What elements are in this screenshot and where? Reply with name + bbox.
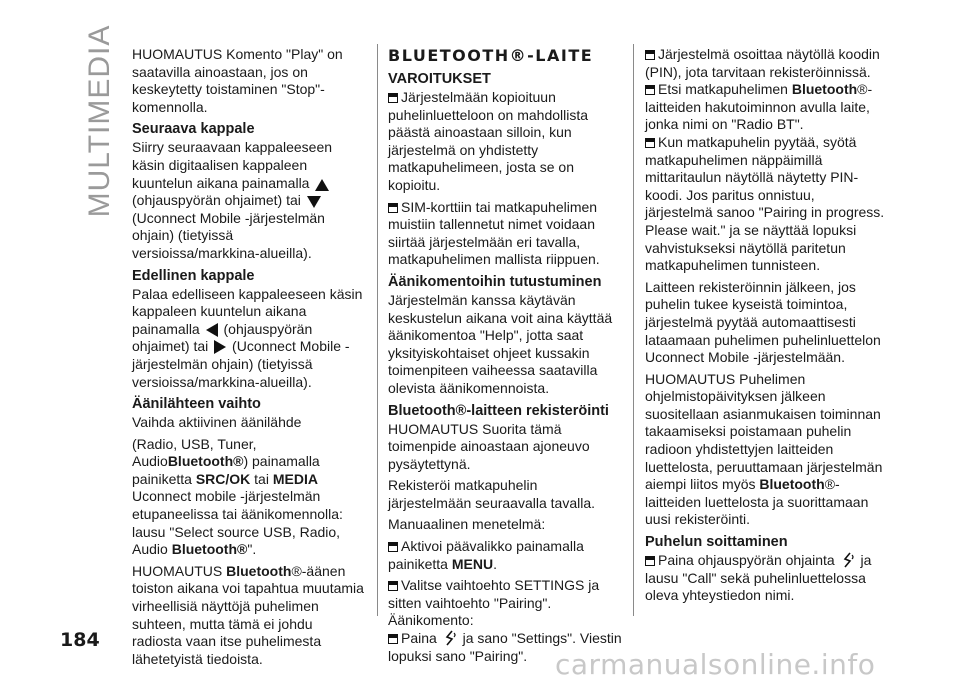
watermark: carmanualsonline.info [555, 648, 876, 681]
arrow-right-icon [214, 340, 226, 354]
step-item: Etsi matkapuhelimen Bluetooth®-laitteiden hakutoiminnon avulla laite, jonka nimi on "Radio BT". [645, 81, 873, 133]
checkbox-bullet-icon [388, 634, 398, 644]
next-track-text: Siirry seuraavaan kappaleeseen käsin digitaalisen kappaleen kuuntelun aikana painamalla (ohjauspyörän ohjaimet) tai (Uconnect Mobile -järjestelmän ohjain) (tietyissä versioissa/markkina-alueilla). [132, 139, 333, 261]
voice-commands-text: Järjestelmän kanssa käytävän keskustelun aikana voit aina käyttää äänikomentoa "Help", jotta saat yksityiskohtaiset ohjeet kussakin toimenpiteen vaiheessa saatavilla olevista äänikomennoista. [388, 291, 613, 396]
source-change-text: (Radio, USB, Tuner, AudioBluetooth®) painamalla painiketta SRC/OK tai MEDIA Uconnect mobile -järjestelmän etupaneelissa tai äänikomennolla: lausu "Select source USB, Radio, Audio Bluetooth®". [132, 435, 343, 558]
section-tab-label: MULTIMEDIA [83, 24, 116, 218]
phonebook-text: Laitteen rekisteröinnin jälkeen, jos puhelin tukee kyseistä toimintoa, järjestelmä pyytää automaattisesti lataamaan puhelimen puhelinluettelon Uconnect Mobile -järjestelmään. [645, 278, 881, 366]
step-item: Valitse vaihtoehto SETTINGS ja sitten vaihtoehto "Pairing". [388, 577, 600, 611]
heading-warnings: VAROITUKSET [388, 71, 491, 87]
arrow-left-icon [206, 323, 218, 337]
registration-intro: Rekisteröi matkapuhelin järjestelmään seuraavalla tavalla. [388, 477, 595, 511]
column-2 [388, 46, 624, 669]
checkbox-bullet-icon [645, 556, 655, 566]
step-item: Paina ja sano "Settings". Viestin lopuksi sano "Pairing". [388, 630, 622, 664]
heading-source-change: Äänilähteen vaihto [132, 396, 261, 413]
heading-voice-commands: Äänikomentoihin tutustuminen [388, 273, 602, 290]
voice-command-icon [443, 630, 457, 646]
voice-method-label: Äänikomento: [388, 612, 474, 629]
section-tab [78, 24, 122, 218]
note-bluetooth-audio: HUOMAUTUS Bluetooth®-äänen toiston aikana voi tapahtua muutamia virheellisiä näyttöjä puhelimen suhteen, mutta tämä ei johdu radiosta vaan itse puhelimesta lähetetyistä tiedoista. [132, 562, 364, 667]
arrow-up-icon [315, 179, 329, 191]
column-divider [633, 44, 634, 616]
column-3 [645, 46, 885, 609]
step-item: Järjestelmä osoittaa näytöllä koodin (PIN), jota tarvitaan rekisteröinnissä. [645, 46, 880, 80]
column-divider [377, 44, 378, 616]
checkbox-bullet-icon [388, 581, 398, 591]
step-item: Kun matkapuhelin pyytää, syötä matkapuhelimen näppäimillä mittaritaulun näytöllä näytetty PIN-koodi. Jos paritus onnistuu, järjestelmä sanoo "Pairing in progress. Please wait." ja se näyttää lopuksi vahvistukseksi näytöllä paritetun matkapuhelimen tunnisteen. [645, 133, 885, 274]
heading-registration: Bluetooth®-laitteen rekisteröinti [388, 402, 609, 419]
warning-item: SIM-korttiin tai matkapuhelimen muistiin tallennetut nimet voidaan siirtää järjestelmään eri tavalla, matkapuhelimen mallista riippuen. [388, 198, 600, 268]
checkbox-bullet-icon [645, 50, 655, 60]
heading-make-call: Puhelun soittaminen [645, 534, 788, 551]
voice-command-icon [841, 552, 855, 568]
column-1 [132, 46, 364, 672]
section-title-bluetooth: BLUETOOTH®-LAITE [388, 46, 594, 65]
previous-track-text: Palaa edelliseen kappaleeseen käsin kappaleen kuuntelun aikana painamalla (ohjauspyörän ohjaimet) tai (Uconnect Mobile -järjestelmän ohjain) (tietyissä versioissa/markkina-alueilla). [132, 285, 363, 390]
warning-item: Järjestelmään kopioituun puhelinluetteloon on mahdollista päästä ainoastaan silloin, kun järjestelmä on yhdistetty matkapuhelimeen, josta se on kopioitu. [388, 89, 589, 193]
page-number: 184 [60, 629, 100, 651]
source-change-intro: Vaihda aktiivinen äänilähde [132, 414, 302, 431]
registration-note: HUOMAUTUS Suorita tämä toimenpide ainoastaan ajoneuvo pysäytettynä. [388, 420, 590, 472]
heading-previous-track: Edellinen kappale [132, 267, 255, 284]
checkbox-bullet-icon [388, 542, 398, 552]
checkbox-bullet-icon [645, 138, 655, 148]
note-software-update: HUOMAUTUS Puhelimen ohjelmistopäivityksen jälkeen suositellaan asianmukaisen toiminnan takaamiseksi poistamaan puhelin radioon yhdistettyjen laitteiden luettelosta, peruuttamaan järjestelmän aiempi liitos myös Bluetooth®-laitteiden luettelosta ja suorittamaan uusi rekisteröinti. [645, 370, 883, 528]
step-item: Paina ohjauspyörän ohjainta ja lausu "Call" sekä puhelinluettelossa oleva yhteystiedon nimi. [645, 552, 872, 604]
checkbox-bullet-icon [645, 85, 655, 95]
checkbox-bullet-icon [388, 203, 398, 213]
step-item: Aktivoi päävalikko painamalla painiketta MENU. [388, 538, 584, 572]
arrow-down-icon [307, 196, 321, 208]
manual-method-label: Manuaalinen menetelmä: [388, 516, 546, 533]
checkbox-bullet-icon [388, 93, 398, 103]
heading-next-track: Seuraava kappale [132, 121, 255, 138]
note-play: HUOMAUTUS Komento "Play" on saatavilla ainoastaan, jos on keskeytetty toistaminen "Stop"-komennolla. [132, 46, 343, 115]
